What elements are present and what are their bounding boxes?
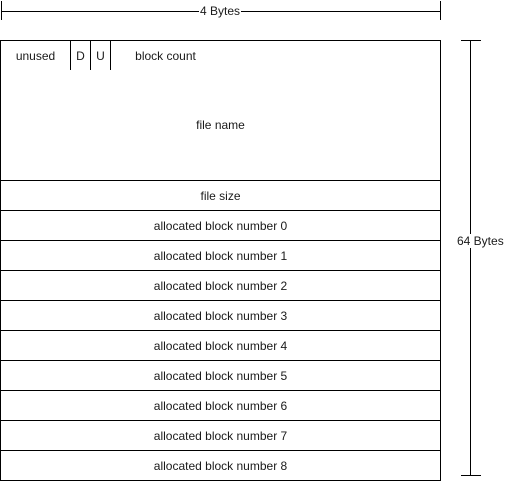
file-name-label: file name [196,118,245,132]
allocated-block-5: allocated block number 5 [0,360,441,391]
d-flag-field: D [70,40,91,71]
allocated-block-6: allocated block number 6 [0,390,441,421]
u-flag-field: U [90,40,111,71]
unused-field: unused [0,40,71,71]
file-name-field [0,70,441,181]
file-size-field: file size [0,180,441,211]
allocated-block-2: allocated block number 2 [0,270,441,301]
height-dimension-label: 64 Bytes [457,234,504,248]
block-count-field: block count [110,40,221,71]
allocated-block-4: allocated block number 4 [0,330,441,361]
allocated-block-0: allocated block number 0 [0,210,441,241]
allocated-block-7: allocated block number 7 [0,420,441,451]
width-dimension-label: 4 Bytes [200,4,241,18]
allocated-block-3: allocated block number 3 [0,300,441,331]
allocated-block-1: allocated block number 1 [0,240,441,271]
allocated-block-8: allocated block number 8 [0,450,441,481]
header-row-blank [220,40,441,71]
